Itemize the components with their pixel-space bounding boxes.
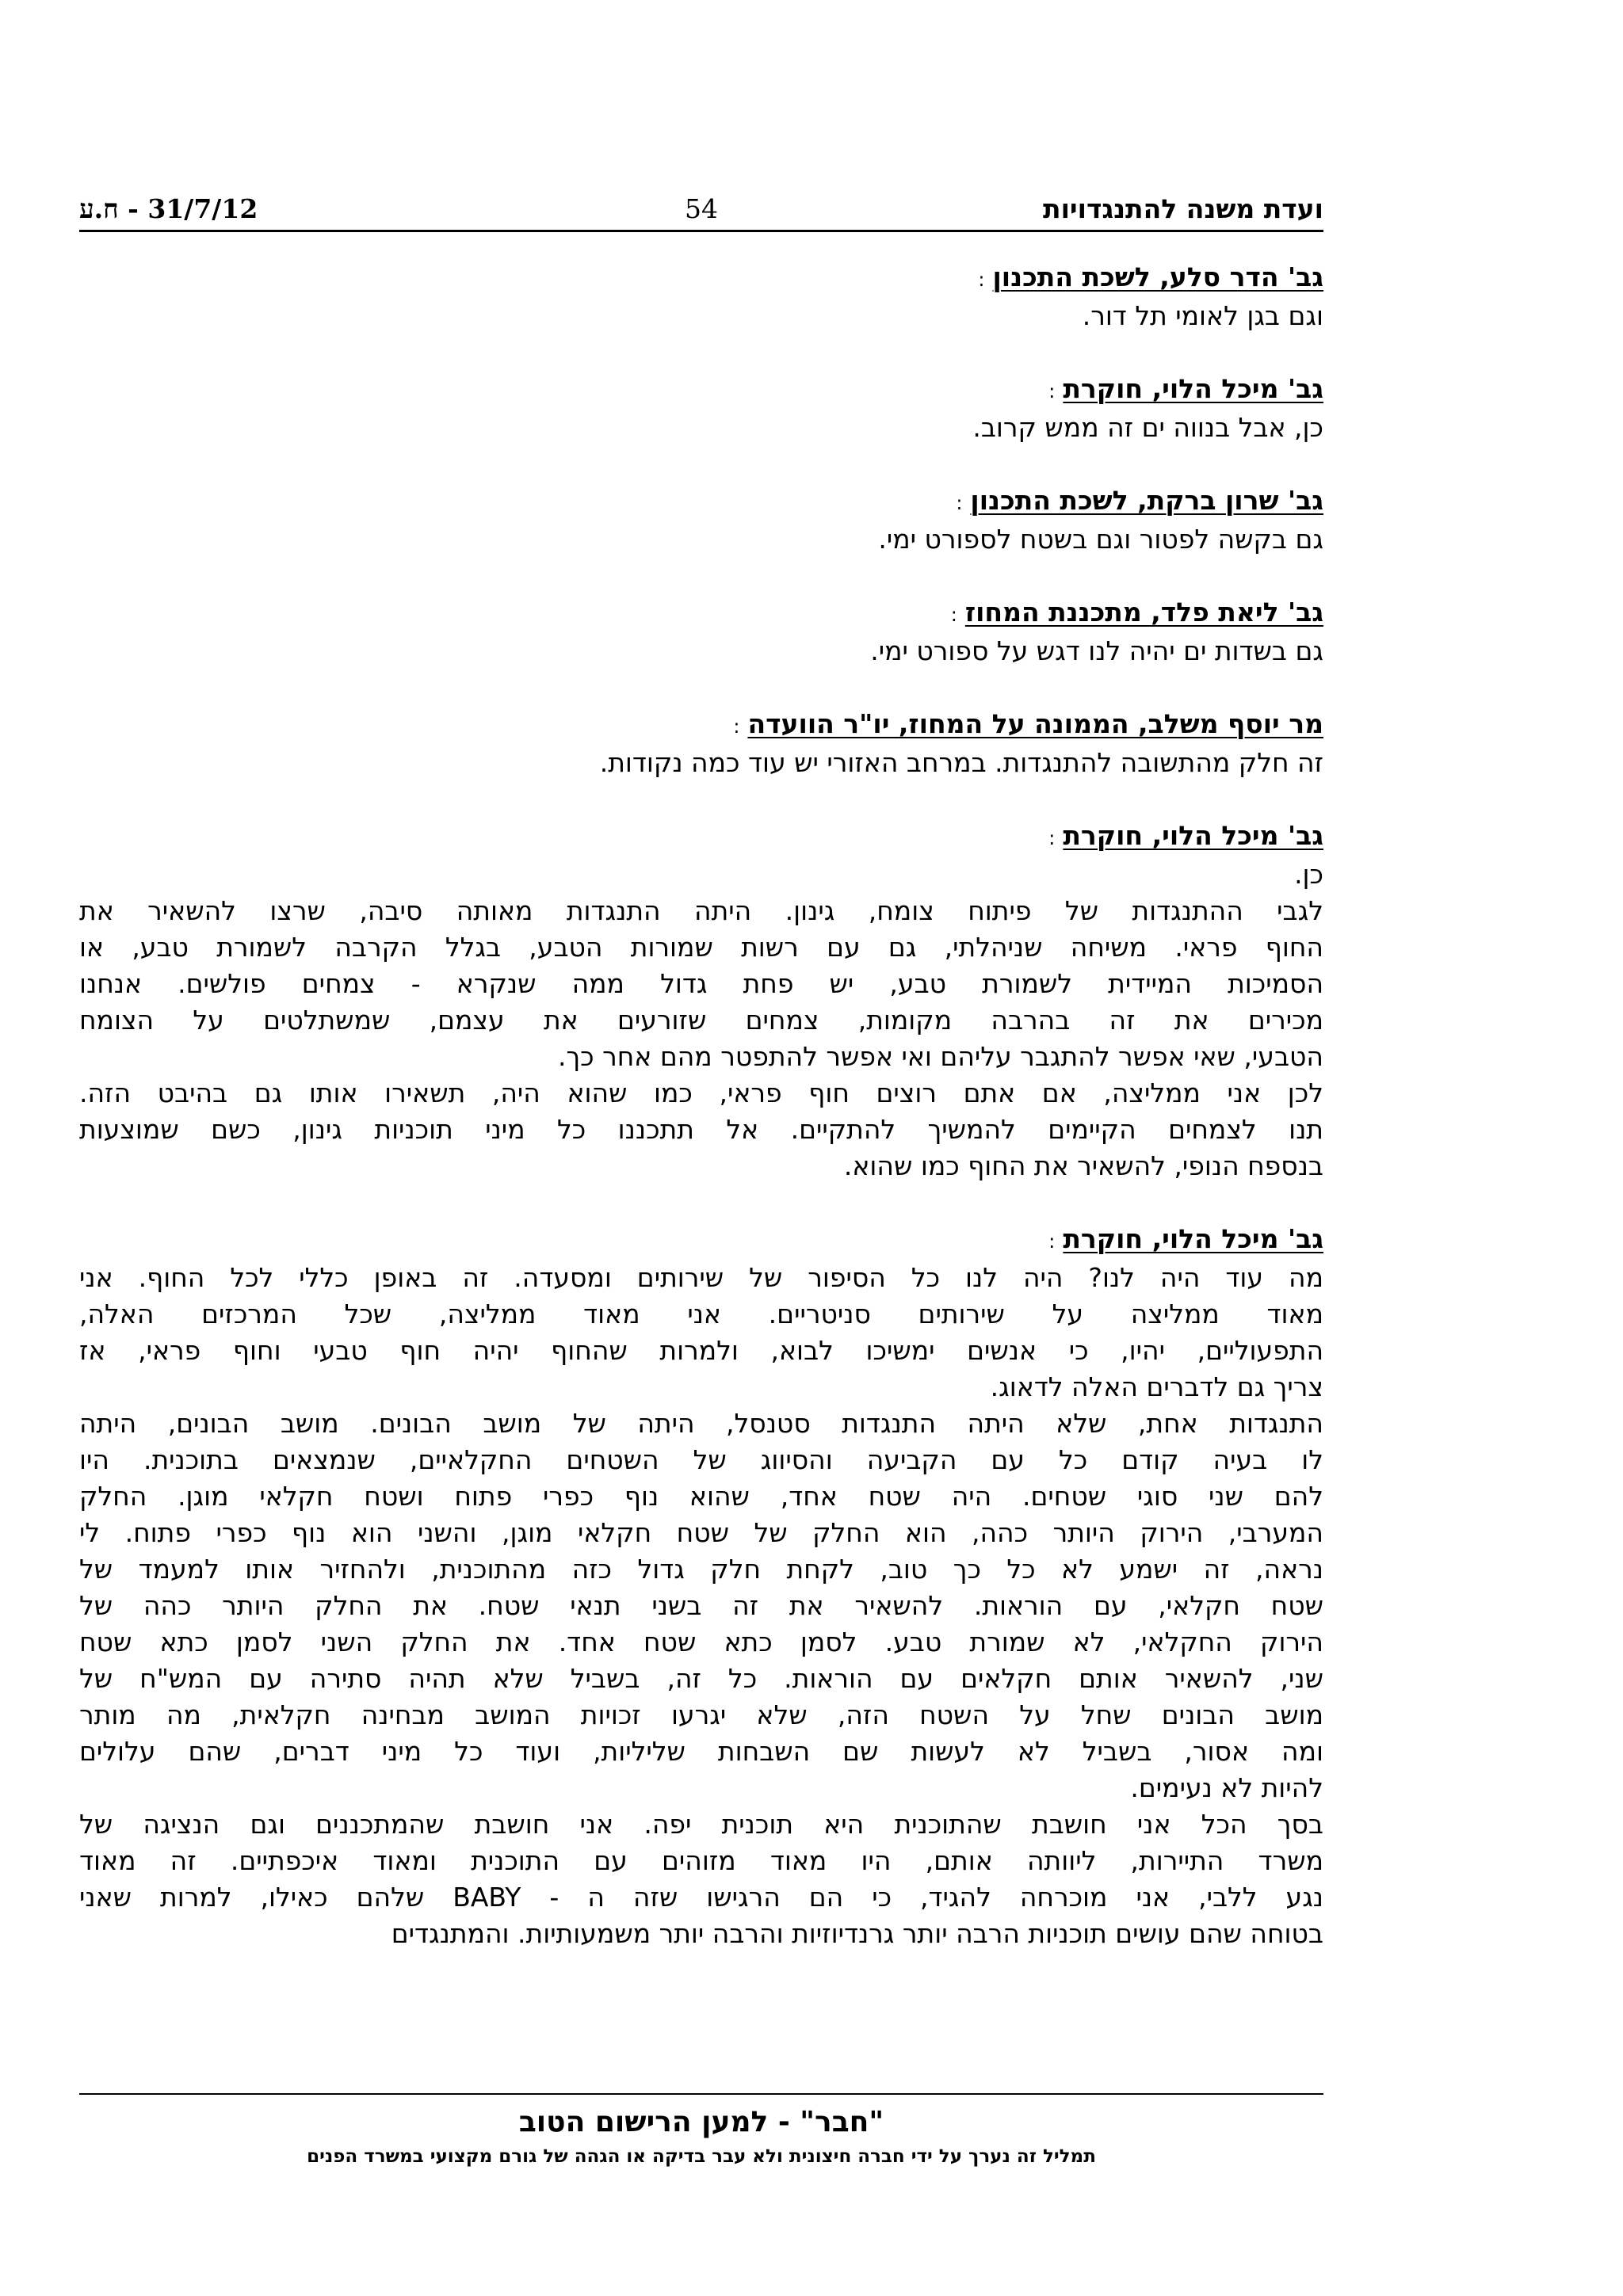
speaker-line	[79, 594, 1323, 633]
speech-line: הטבעי, שאי אפשר להתגבר עליהם ואי אפשר להתפטר מהם אחר כך.	[557, 1041, 1323, 1072]
speech-line: לכן אני ממליצה, אם אתם רוצים חוף פראי, כמו שהוא היה, תשאירו אותו גם בהיבט הזה.	[79, 1077, 1323, 1108]
transcript-body	[79, 259, 1323, 1952]
speech-line: גם בקשה לפטור וגם בשטח לספורט ימי.	[878, 524, 1323, 555]
speech-line: לגבי ההתנגדות של פיתוח צומח, גינון. היתה התנגדות מאותה סיבה, שרצו להשאיר את	[79, 895, 1323, 926]
speech-line: מאוד ממליצה על שירותים סניטריים. אני מאוד ממליצה, שכל המרכזים האלה,	[79, 1299, 1323, 1329]
speech-block	[79, 259, 1323, 334]
speech-line: בנספח הנופי, להשאיר את החוף כמו שהוא.	[843, 1150, 1323, 1181]
speaker-name: גב' שרון ברקת, לשכת התכנון	[970, 485, 1323, 516]
speech-block	[79, 818, 1323, 1184]
speaker-line	[79, 706, 1323, 745]
speaker-colon: :	[950, 604, 957, 626]
speech-line: להיות לא נעימים.	[1130, 1772, 1323, 1803]
footer-rule	[79, 2093, 1323, 2095]
speech-line: נגע ללבי, אני מוכרחה להגיד, כי הם הרגישו שזה ה - BABY שלהם כאילו, למרות שאני	[79, 1882, 1324, 1913]
speaker-colon: :	[733, 715, 740, 738]
speech-line: מושב הבונים שחל על השטח הזה, שלא יגרעו זכויות המושב מבחינה חקלאית, מה מותר	[79, 1699, 1323, 1730]
speaker-colon: :	[956, 492, 963, 514]
speech-block	[79, 482, 1323, 558]
footer-title: "חבר" - למען הרישום הטוב	[518, 2106, 884, 2138]
speaker-line	[79, 818, 1323, 856]
page-number: 54	[685, 193, 718, 224]
speech-line: כן, אבל בנווה ים זה ממש קרוב.	[972, 412, 1323, 443]
speaker-name: גב' הדר סלע, לשכת התכנון	[992, 261, 1323, 292]
speech-line: ומה אסור, בשביל לא לעשות שם השבחות שליליות, ועוד כל מיני דברים, שהם עלולים	[79, 1736, 1323, 1767]
speech-line: צריך גם לדברים האלה לדאוג.	[990, 1371, 1323, 1402]
speaker-name: גב' מיכל הלוי, חוקרת	[1063, 820, 1323, 851]
speech-block	[79, 1221, 1323, 1952]
speech-line: לו בעיה קודם כל עם הקביעה והסיווג של השטחים החקלאיים, שנמצאים בתוכנית. היו	[79, 1444, 1323, 1475]
speech-block	[79, 706, 1323, 781]
speech-line: בטוחה שהם עושים תוכניות הרבה יותר גרנדיוזיות והרבה יותר משמעותיות. והמתנגדים	[391, 1918, 1323, 1949]
speaker-name: גב' ליאת פלד, מתכננת המחוז	[964, 597, 1323, 627]
speech-line: התנגדות אחת, שלא היתה התנגדות סטנסל, היתה של מושב הבונים. מושב הבונים, היתה	[79, 1408, 1323, 1439]
speech-line: וגם בגן לאומי תל דור.	[1082, 300, 1323, 331]
speech-block	[79, 594, 1323, 669]
speaker-line	[79, 259, 1323, 298]
speech-line: המערבי, הירוק היותר כהה, הוא החלק של שטח חקלאי מוגן, והשני הוא נוף כפרי פתוח. לי	[79, 1517, 1323, 1548]
speech-line: הירוק החקלאי, לא שמורת טבע. לסמן כתא שטח אחד. את החלק השני לסמן כתא שטח	[79, 1627, 1323, 1657]
speech-line: תנו לצמחים הקיימים להמשיך להתקיים. אל תתכננו כל מיני תוכניות גינון, כשם שמוצעות	[79, 1114, 1323, 1145]
speaker-name: גב' מיכל הלוי, חוקרת	[1063, 373, 1323, 404]
speaker-colon: :	[978, 269, 985, 291]
speech-line: שני, להשאיר אותם חקלאים עם הוראות. כל זה, בשביל שלא תהיה סתירה עם המש"ח של	[79, 1663, 1323, 1694]
speaker-line	[79, 371, 1323, 410]
date-initials: 31/7/12 - ח.ע	[79, 193, 258, 224]
speech-line: כן.	[1294, 859, 1323, 890]
speech-line: החוף פראי. משיחה שניהלתי, גם עם רשות שמורות הטבע, בגלל הקרבה לשמורת טבע, או	[79, 932, 1323, 963]
running-header	[79, 189, 1323, 232]
speech-line: גם בשדות ים יהיה לנו דגש על ספורט ימי.	[870, 635, 1323, 666]
speech-line: מה עוד היה לנו? היה לנו כל הסיפור של שירותים ומסעדה. זה באופן כללי לכל החוף. אני	[79, 1262, 1323, 1293]
speaker-line	[79, 1221, 1323, 1260]
speech-line: משרד התיירות, ליוותה אותם, היו מאוד מזוהים עם התוכנית ומאוד איכפתיים. זה מאוד	[79, 1845, 1323, 1876]
speech-line: נראה, זה ישמע לא כל כך טוב, לקחת חלק גדול כזה מהתוכנית, ולהחזיר אותו למעמד של	[79, 1554, 1323, 1585]
speaker-colon: :	[1048, 380, 1056, 402]
speech-line: זה חלק מהתשובה להתנגדות. במרחב האזורי יש עוד כמה נקודות.	[599, 747, 1323, 778]
speech-line: שטח חקלאי, עם הוראות. להשאיר את זה בשני תנאי שטח. את החלק היותר כהה של	[79, 1590, 1323, 1621]
speaker-line	[79, 482, 1323, 521]
speech-line: התפעוליים, יהיו, כי אנשים ימשיכו לבוא, ולמרות שהחוף יהיה חוף טבעי וחוף פראי, אז	[79, 1335, 1323, 1366]
transcript-page	[79, 189, 1323, 1952]
speaker-colon: :	[1048, 1230, 1056, 1253]
speech-line: להם שני סוגי שטחים. היה שטח אחד, שהוא נוף כפרי פתוח ושטח חקלאי מוגן. החלק	[79, 1481, 1323, 1512]
speech-line: מכירים את זה בהרבה מקומות, צמחים שזורעים את עצמם, שמשתלטים על הצומח	[79, 1005, 1323, 1035]
page-footer	[79, 2093, 1323, 2171]
committee-name: ועדת משנה להתנגדויות	[1043, 193, 1323, 224]
speech-line: בסך הכל אני חושבת שהתוכנית היא תוכנית יפה. אני חושבת שהמתכננים וגם הנציגה של	[79, 1809, 1323, 1840]
speech-block	[79, 371, 1323, 446]
speaker-name: גב' מיכל הלוי, חוקרת	[1063, 1223, 1323, 1254]
speech-line: הסמיכות המיידית לשמורת טבע, יש פחת גדול ממה שנקרא - צמחים פולשים. אנחנו	[79, 968, 1323, 999]
speaker-colon: :	[1048, 827, 1056, 849]
speaker-name: מר יוסף משלב, הממונה על המחוז, יו"ר הוועדה	[747, 708, 1323, 739]
footer-disclaimer: תמליל זה נערך על ידי חברה חיצונית ולא עבר בדיקה או הגהה של גורם מקצועי במשרד הפנים	[307, 2146, 1096, 2167]
